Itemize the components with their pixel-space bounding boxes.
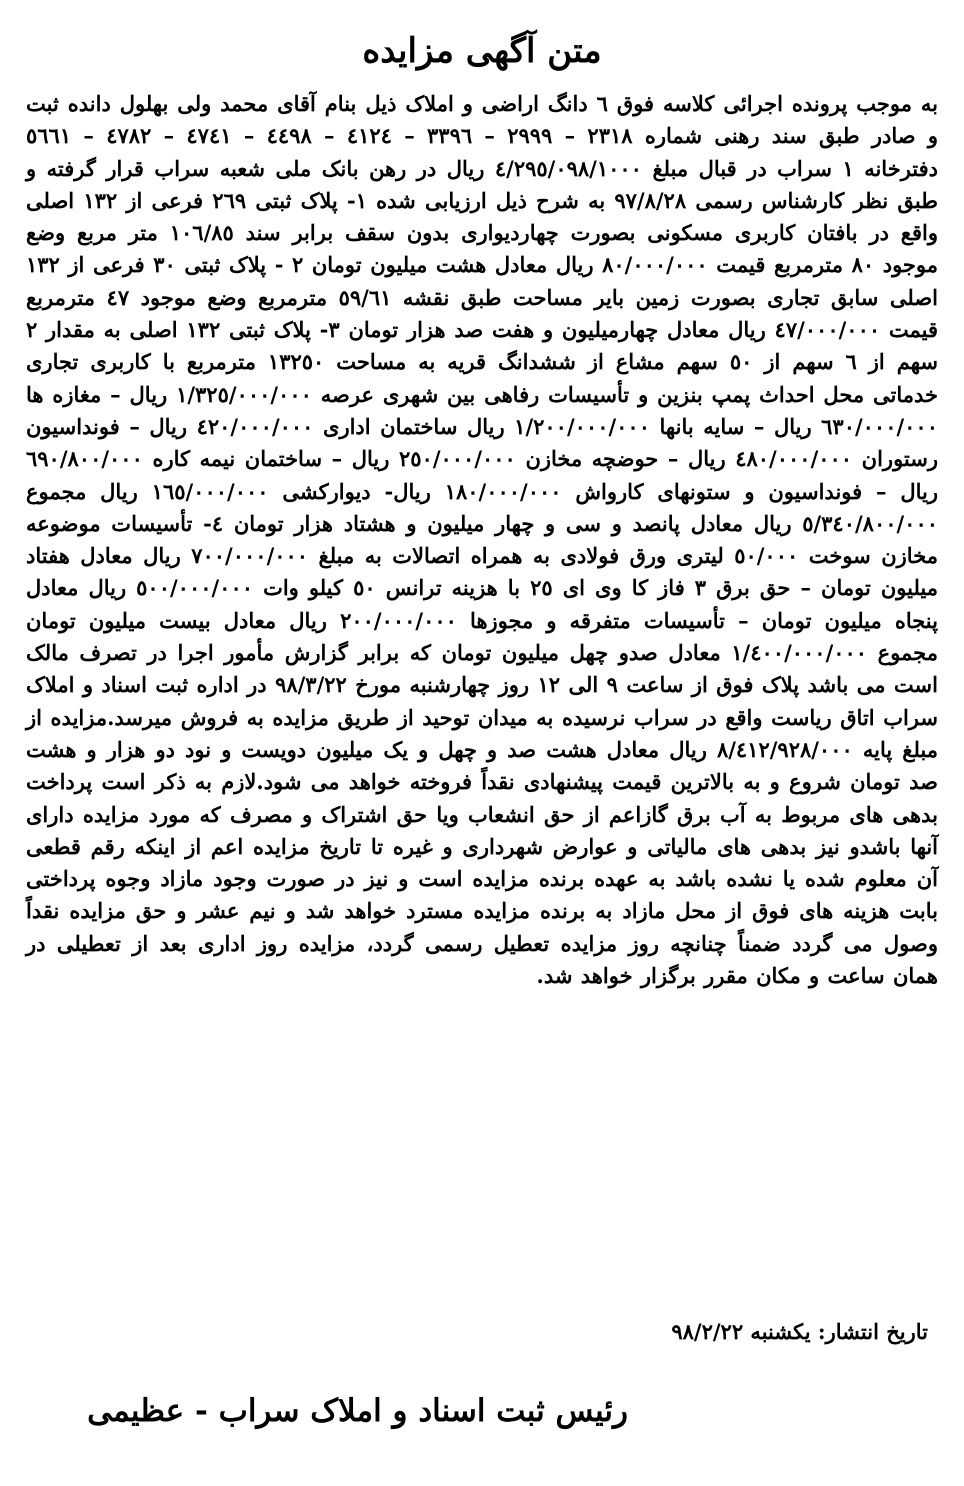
publication-date: تاریخ انتشار: یکشنبه ٩٨/٢/٢٢ (671, 1319, 928, 1344)
notice-body: به موجب پرونده اجرائی کلاسه فوق ٦ دانگ اراضی و املاک ذیل بنام آقای محمد ولی بهلول دانده ثبت و صادر طبق سند رهنی شماره ٢٣١٨ – ٢٩٩٩ – ٣٣٩٦ – ٤١٢٤ – ٤٤٩٨ – ٤٧٤١ – ٤٧٨٢ – ٥٦٦١ دفترخانه ١ سراب در قبال مبلغ ٤/٢٩٥/٠٩٨/١٠٠٠ ریال در رهن بانک ملی شعبه سراب قرار گرفته و طبق نظر کارشناس رسمی ٩٧/٨/٢٨ به شرح ذیل ارزیابی شده ١- پلاک ثبتی ٢٦٩ فرعی از ١٣٢ اصلی واقع در بافتان کاربری مسکونی بصورت چهاردیواری بدون سقف برابر سند ١٠٦/٨٥ متر مربع وضع موجود ٨٠ مترمربع قیمت ٨٠/٠٠٠/٠٠٠ ریال معادل هشت میلیون تومان ٢ - پلاک ثبتی ٣٠ فرعی از ١٣٢ اصلی سابق تجاری بصورت زمین بایر مساحت طبق نقشه ٥٩/٦١ مترمربع وضع موجود ٤٧ مترمربع قیمت ٤٧/٠٠٠/٠٠٠ ریال معادل چهارمیلیون و هفت صد هزار تومان ٣- پلاک ثبتی ١٣٢ اصلی به مقدار ٢ سهم از ٦ سهم از ٥٠ سهم مشاع از ششدانگ قریه به مساحت ١٣٢٥٠ مترمربع با کاربری تجاری خدماتی محل احداث پمپ بنزین و تأسیسات رفاهی بین شهری عرصه ١/٣٢٥/٠٠٠/٠٠٠ ریال – مغازه ها ٦٣٠/٠٠٠/٠٠٠ ریال – سایه بانها ١/٢٠٠/٠٠٠/٠٠٠ ریال ساختمان اداری ٤٢٠/٠٠٠/٠٠٠ ریال – فونداسیون رستوران ٤٨٠/٠٠٠/٠٠٠ ریال – حوضچه مخازن ٢٥٠/٠٠٠/٠٠٠ ریال – ساختمان نیمه کاره ٦٩٠/٨٠٠/٠٠٠ ریال – فونداسیون و ستونهای کارواش ١٨٠/٠٠٠/٠٠٠ ریال- دیوارکشی ١٦٥/٠٠٠/٠٠٠ ریال مجموع ٥/٣٤٠/٨٠٠/٠٠٠ ریال معادل پانصد و سی و چهار میلیون و هشتاد هزار تومان ٤- تأسیسات موضوعه مخازن سوخت ٥٠/٠٠٠ لیتری ورق فولادی به همراه اتصالات به مبلغ ٧٠٠/٠٠٠/٠٠٠ ریال معادل هفتاد میلیون تومان – حق برق ٣ فاز کا وی ای ٢٥ با هزینه ترانس ٥٠ کیلو وات ٥٠٠/٠٠٠/٠٠٠ ریال معادل پنجاه میلیون تومان – تأسیسات متفرقه و مجوزها ٢٠٠/٠٠٠/٠٠٠ ریال معادل بیست میلیون تومان مجموع ١/٤٠٠/٠٠٠/٠٠٠ معادل صدو چهل میلیون تومان که برابر گزارش مأمور اجرا در تصرف مالک است می باشد پلاک فوق از ساعت ٩ الی ١٢ روز چهارشنبه مورخ ٩٨/٣/٢٢ در اداره ثبت اسناد و املاک سراب اتاق ریاست واقع در سراب نرسیده به میدان توحید از طریق مزایده به فروش میرسد.مزایده از مبلغ پایه ٨/٤١٢/٩٢٨/٠٠٠ ریال معادل هشت صد و چهل و یک میلیون دویست و نود دو هزار و هشت صد تومان شروع و به بالاترین قیمت پیشنهادی نقداً فروخته خواهد می شود.لازم به ذکر است پرداخت بدهی های مربوط به آب برق گازاعم از حق انشعاب ویا حق اشتراک و مصرف که مورد مزایده دارای آنها باشدو نیز بدهی های مالیاتی و عوارض شهرداری و غیره تا تاریخ مزایده اعم از اینکه رقم قطعی آن معلوم شده یا نشده باشد به عهده برنده مزایده است و نیز در صورت وجود مازاد وجوه پرداختی بابت هزینه های فوق از محل مازاد به برنده مزایده مسترد خواهد شد و نیم عشر و حق مزایده نقداً وصول می گردد ضمناً چنانچه روز مزایده تعطیل رسمی گردد، مزایده روز اداری بعد از تعطیلی در همان ساعت و مکان مقرر برگزار خواهد شد. (26, 91, 939, 989)
notice-title: متن آگهی مزایده (362, 31, 602, 71)
signature-line: رئیس ثبت اسناد و املاک سراب - عظیمی (87, 1393, 628, 1429)
